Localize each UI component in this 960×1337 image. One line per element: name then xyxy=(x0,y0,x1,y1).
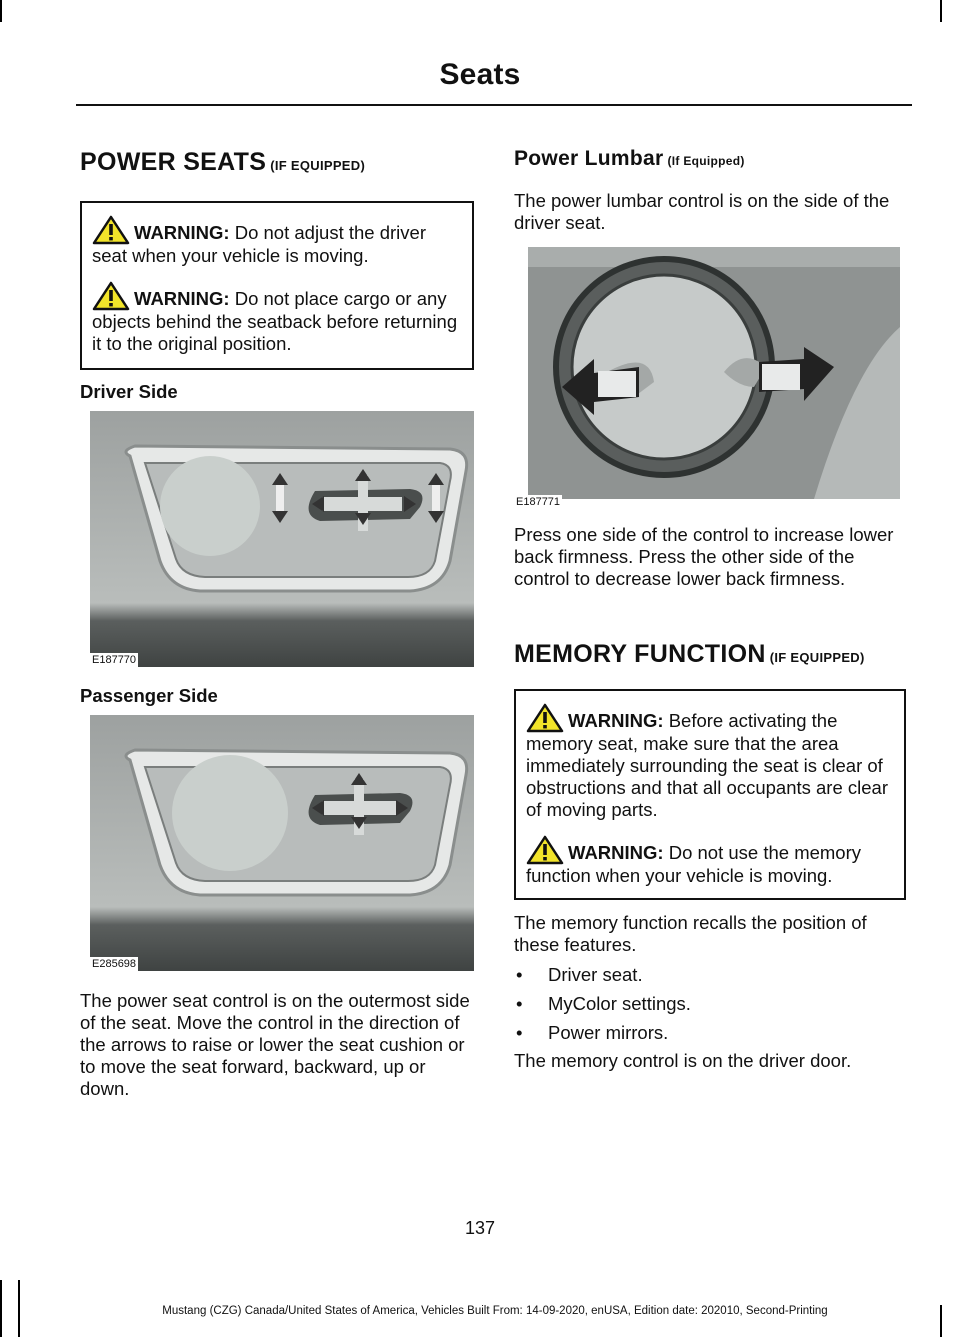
warning-box xyxy=(80,201,474,370)
passenger-side-heading: Passenger Side xyxy=(80,685,218,706)
warning: WARNING: Do not place cargo or any objects behind the seatback before returning it to the original position. xyxy=(92,281,462,355)
crop-mark xyxy=(940,0,942,22)
driver-seat-control-figure xyxy=(90,411,474,667)
warning-icon xyxy=(526,835,564,865)
power-seat-description: The power seat control is on the outermost side of the seat. Move the control in the direction of the arrows to raise or lower the seat cushion or to move the seat forward, backward, up or down. xyxy=(80,990,470,1099)
figure-id: E187771 xyxy=(516,496,561,508)
warning-box xyxy=(514,689,906,900)
page-number: 137 xyxy=(464,1218,496,1238)
passenger-seat-control-figure xyxy=(90,715,474,971)
list-item: • MyColor settings. xyxy=(516,993,691,1014)
list-item: • Driver seat. xyxy=(516,964,643,985)
driver-side-heading: Driver Side xyxy=(80,381,178,402)
memory-function-intro: The memory function recalls the position of these features. xyxy=(514,912,867,955)
warning-icon xyxy=(526,703,564,733)
power-lumbar-description: Press one side of the control to increase lower back firmness. Press the other side of the control to decrease lower back firmness. xyxy=(514,524,894,589)
page-header-title: Seats xyxy=(439,58,521,91)
warning-icon xyxy=(92,281,130,311)
power-lumbar-heading: Power Lumbar (If Equipped) xyxy=(514,147,745,170)
memory-features-list xyxy=(514,964,910,1051)
figure-id: E187770 xyxy=(92,654,137,666)
memory-function-heading: MEMORY FUNCTION (IF EQUIPPED) xyxy=(514,640,865,668)
figure-id: E285698 xyxy=(92,958,137,970)
power-seats-heading: POWER SEATS (IF EQUIPPED) xyxy=(80,148,366,176)
warning: WARNING: Do not use the memory function when your vehicle is moving. xyxy=(526,835,894,887)
crop-mark xyxy=(0,0,2,22)
lumbar-control-figure xyxy=(514,247,900,509)
warning-icon xyxy=(92,215,130,245)
warning: WARNING: Do not adjust the driver seat when your vehicle is moving. xyxy=(92,215,462,267)
header-rule xyxy=(76,104,912,106)
page-footer: Mustang (CZG) Canada/United States of America, Vehicles Built From: 14-09-2020, enUSA, Edition date: 202010, Second-Printing xyxy=(162,1305,828,1317)
list-item: • Power mirrors. xyxy=(516,1022,669,1043)
memory-control-location: The memory control is on the driver door. xyxy=(514,1050,852,1071)
warning: WARNING: Before activating the memory seat, make sure that the area immediately surrounding the seat is clear of obstructions and that all occupants are clear of moving parts. xyxy=(526,703,894,821)
power-lumbar-intro: The power lumbar control is on the side of the driver seat. xyxy=(514,190,890,233)
